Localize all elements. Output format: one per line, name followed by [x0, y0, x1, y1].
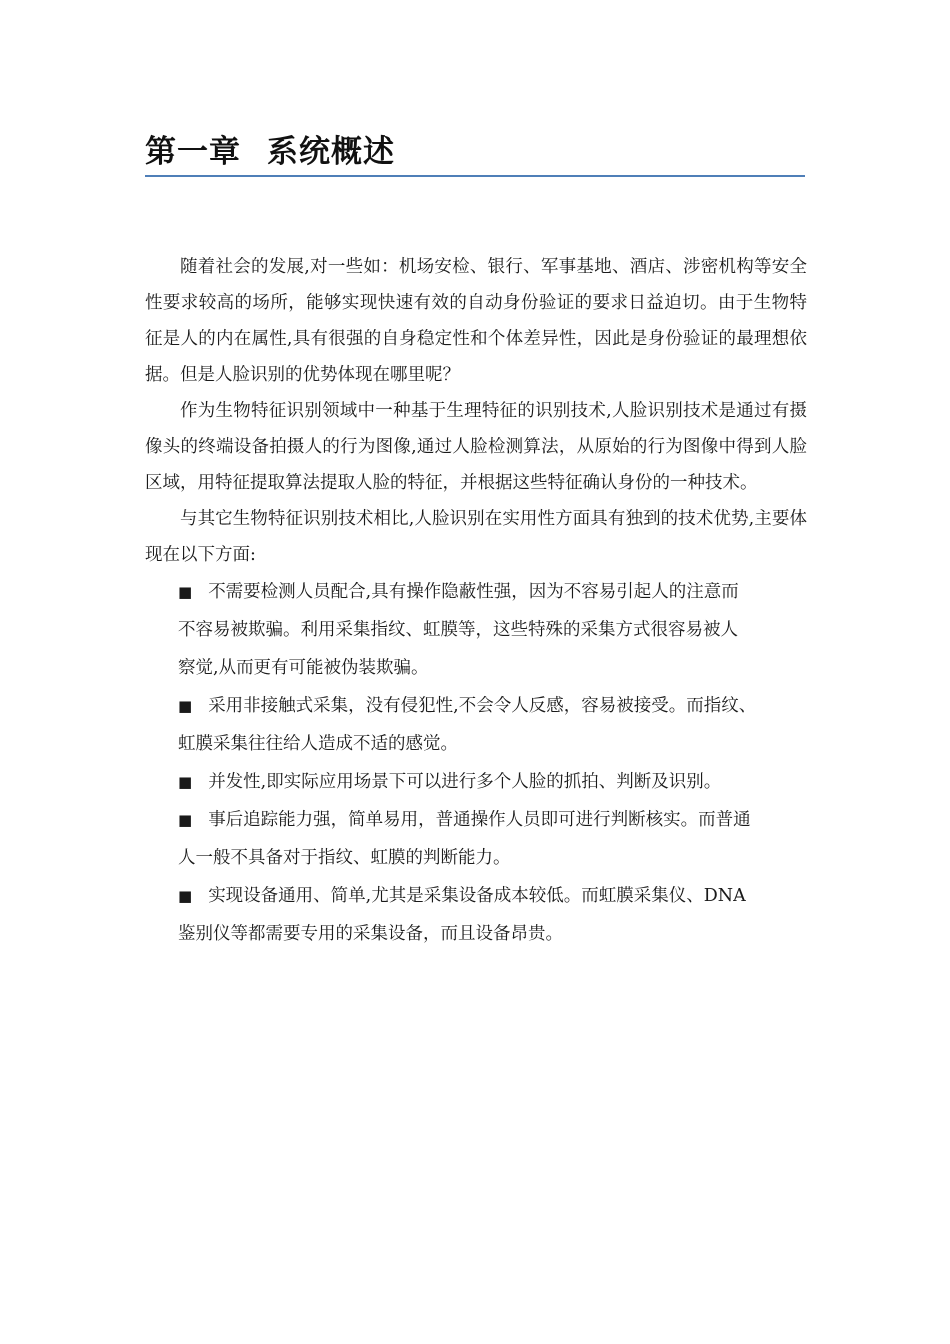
square-bullet-icon: ■ — [178, 583, 193, 601]
bullet-text: 不需要检测人员配合,具有操作隐蔽性强，因为不容易引起人的注意而 — [208, 582, 739, 602]
bullet-continuation: 不容易被欺骗。利用采集指纹、虹膜等，这些特殊的采集方式很容易被人 — [178, 620, 738, 640]
bullet-text: 采用非接触式采集，没有侵犯性,不会令人反感，容易被接受。而指纹、 — [208, 696, 757, 716]
bullet-text: 实现设备通用、简单,尤其是采集设备成本较低。而虹膜采集仪、DNA — [208, 886, 746, 906]
paragraph-advantages: 与其它生物特征识别技术相比,人脸识别在实用性方面具有独到的技术优势,主要体现在以下方面: — [145, 509, 807, 565]
bullet-first-line — [178, 687, 803, 725]
chapter-title-text: 系统概述 — [267, 134, 395, 170]
list-item — [145, 573, 807, 687]
bullet-text: 并发性,即实际应用场景下可以进行多个人脸的抓拍、判断及识别。 — [208, 772, 722, 792]
paragraph-definition: 作为生物特征识别领域中一种基于生理特征的识别技术,人脸识别技术是通过有摄像头的终端设备拍摄人的行为图像,通过人脸检测算法，从原始的行为图像中得到人脸区域，用特征提取算法提取人脸的特征，并根据这些特征确认身份的一种技术。 — [145, 401, 807, 493]
heading-underline — [145, 175, 805, 177]
list-item — [145, 801, 807, 877]
square-bullet-icon: ■ — [178, 811, 193, 829]
advantages-list — [145, 573, 807, 953]
square-bullet-icon: ■ — [178, 773, 193, 791]
chapter-body — [145, 249, 807, 953]
list-item — [145, 687, 807, 763]
square-bullet-icon: ■ — [178, 887, 193, 905]
list-item — [145, 763, 807, 801]
bullet-first-line — [178, 763, 803, 801]
bullet-first-line — [178, 877, 803, 915]
list-item — [145, 877, 807, 953]
chapter-heading — [145, 126, 395, 171]
square-bullet-icon: ■ — [178, 697, 193, 715]
chapter-number: 第一章 — [145, 134, 241, 170]
bullet-continuation: 察觉,从而更有可能被伪装欺骗。 — [178, 658, 429, 678]
bullet-first-line — [178, 801, 803, 839]
bullet-continuation: 虹膜采集往往给人造成不适的感觉。 — [178, 734, 458, 754]
bullet-continuation: 鉴别仪等都需要专用的采集设备，而且设备昂贵。 — [178, 924, 563, 944]
paragraph-intro: 随着社会的发展,对一些如：机场安检、银行、军事基地、酒店、涉密机构等安全性要求较高的场所，能够实现快速有效的自动身份验证的要求日益迫切。由于生物特征是人的内在属性,具有很强的自身稳定性和个体差异性，因此是身份验证的最理想依据。但是人脸识别的优势体现在哪里呢？ — [145, 257, 807, 385]
bullet-continuation: 人一般不具备对于指纹、虹膜的判断能力。 — [178, 848, 511, 868]
bullet-text: 事后追踪能力强，简单易用，普通操作人员即可进行判断核实。而普通 — [208, 810, 751, 830]
bullet-first-line — [178, 573, 803, 611]
